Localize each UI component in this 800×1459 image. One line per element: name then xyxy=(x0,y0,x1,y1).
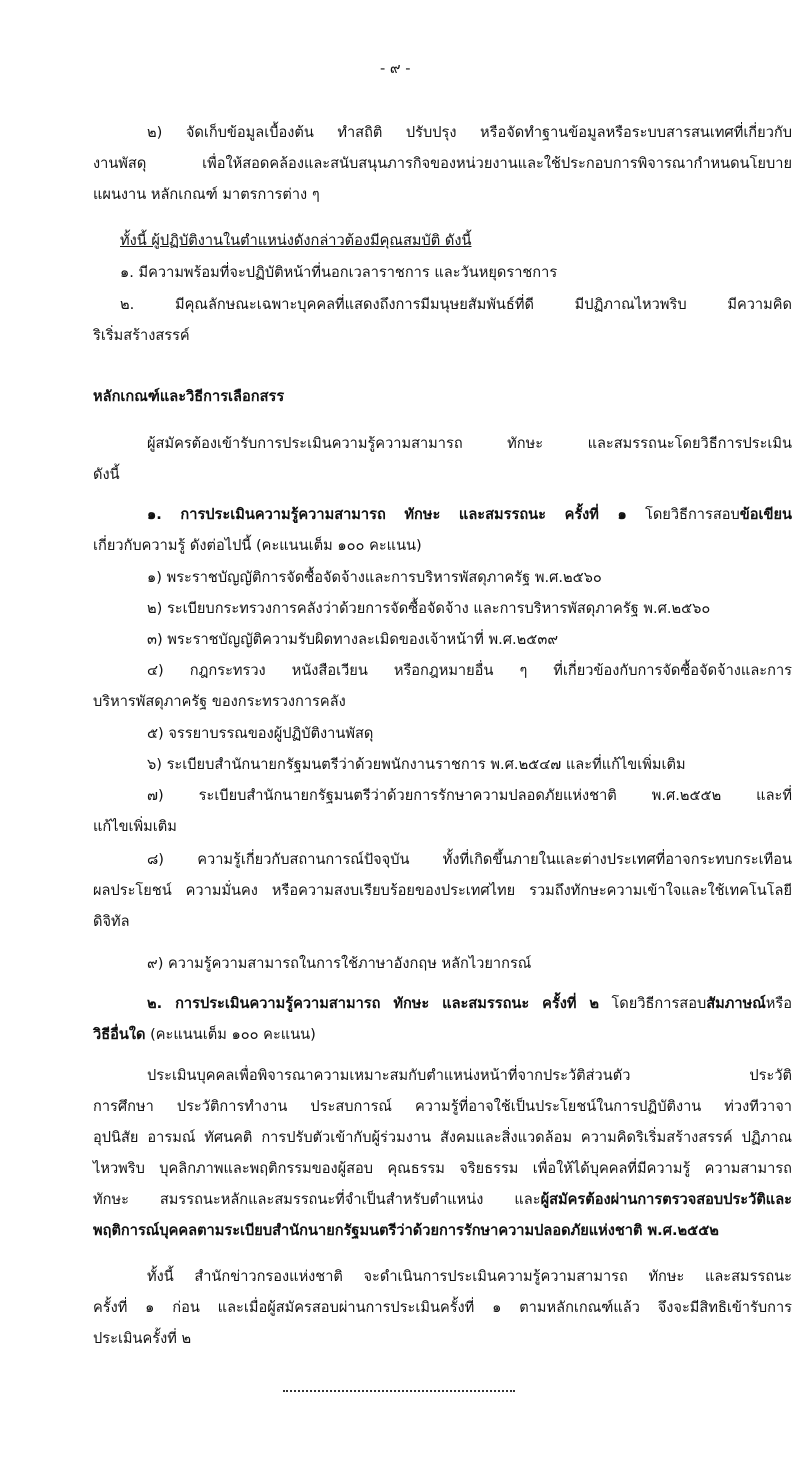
page-number: - ๙ - xyxy=(380,60,411,77)
intro-line-1: ๒) จัดเก็บข้อมูลเบื้องต้น ทำสถิติ ปรับปรุง หรือจัดทำฐานข้อมูลหรือระบบสารสนเทศที่เกี่ยวกับ xyxy=(147,124,792,141)
assessment-1-item-4-line-2: บริหารพัสดุภาครัฐ ของกระทรวงการคลัง xyxy=(93,693,346,710)
assessment-1-line-2: เกี่ยวกับความรู้ ดังต่อไปนี้ (คะแนนเต็ม ๑๐๐ คะแนน) xyxy=(93,537,422,554)
assessment-1-item-2: ๒) ระเบียบกระทรวงการคลังว่าด้วยการจัดซื้อจัดจ้าง และการบริหารพัสดุภาครัฐ พ.ศ.๒๕๖๐ xyxy=(147,600,711,617)
assessment-2-para-line-5-a: ทักษะ สมรรถนะหลักและสมรรถนะที่จำเป็นสำหรับตำแหน่ง และ xyxy=(93,1191,541,1208)
assessment-1-item-3: ๓) พระราชบัญญัติความรับผิดทางละเมิดของเจ้าหน้าที่ พ.ศ.๒๕๓๙ xyxy=(147,631,559,648)
intro-line-2: งานพัสดุ เพื่อให้สอดคล้องและสนับสนุนภารกิจของหน่วยงานและใช้ประกอบการพิจารณากำหนดนโยบาย xyxy=(93,155,792,172)
assessment-2-para-line-4: ไหวพริบ บุคลิกภาพและพฤติกรรมของผู้สอบ คุณธรรม จริยธรรม เพื่อให้ได้บุคคลที่มีความรู้ ความสามารถ xyxy=(93,1160,792,1177)
end-dotted-line xyxy=(283,1390,515,1392)
assessment-2-para-line-3: อุปนิสัย อารมณ์ ทัศนคติ การปรับตัวเข้ากับผู้ร่วมงาน สังคมและสิ่งแวดล้อม ความคิดริเริ่มสร้างสรรค์ ปฏิภาณ xyxy=(93,1129,792,1146)
assessment-2-other-method: วิธีอื่นใด xyxy=(93,1026,146,1043)
intro-line-3: แผนงาน หลักเกณฑ์ มาตรการต่าง ๆ xyxy=(93,186,320,203)
assessment-1-item-4-line-1: ๔) กฎกระทรวง หนังสือเวียน หรือกฎหมายอื่น ๆ ที่เกี่ยวข้องกับการจัดซื้อจัดจ้างและการ xyxy=(147,662,792,679)
closing-line-2: ครั้งที่ ๑ ก่อน และเมื่อผู้สมัครสอบผ่านการประเมินครั้งที่ ๑ ตามหลักเกณฑ์แล้ว จึงจะมีสิทธิเข้ารับการ xyxy=(93,1299,792,1316)
section-title: หลักเกณฑ์และวิธีการเลือกสรร xyxy=(93,388,285,405)
assessment-1-item-8-line-2: ผลประโยชน์ ความมั่นคง หรือความสงบเรียบร้อยของประเทศไทย รวมถึงทักษะความเข้าใจและใช้เทคโนโลยี xyxy=(93,882,792,899)
assessment-2-method-prefix: โดยวิธีการสอบ xyxy=(599,995,707,1012)
qualification-2-line-1: ๒. มีคุณลักษณะเฉพาะบุคคลที่แสดงถึงการมีมนุษยสัมพันธ์ที่ดี มีปฏิภาณไหวพริบ มีความคิด xyxy=(120,296,792,313)
assessment-2-para-line-1: ประเมินบุคคลเพื่อพิจารณาความเหมาะสมกับตำแหน่งหน้าที่จากประวัติส่วนตัว ประวัติ xyxy=(147,1067,792,1084)
assessment-1-item-5: ๕) จรรยาบรรณของผู้ปฏิบัติงานพัสดุ xyxy=(147,725,374,742)
assessment-2-method: สัมภาษณ์ xyxy=(706,995,766,1012)
assessment-1-heading xyxy=(147,506,792,525)
closing-line-3: ประเมินครั้งที่ ๒ xyxy=(93,1330,192,1347)
assessment-2-title: ๒. การประเมินความรู้ความสามารถ ทักษะ และสมรรถนะ ครั้งที่ ๒ xyxy=(147,995,599,1012)
assessment-1-item-7-line-1: ๗) ระเบียบสำนักนายกรัฐมนตรีว่าด้วยการรักษาความปลอดภัยแห่งชาติ พ.ศ.๒๕๕๒ และที่ xyxy=(147,787,792,804)
assessment-1-method-prefix: โดยวิธีการสอบ xyxy=(626,506,740,523)
assessment-2-method-or: หรือ xyxy=(765,995,792,1012)
assessment-2-para-line-6: พฤติการณ์บุคคลตามระเบียบสำนักนายกรัฐมนตรีว่าด้วยการรักษาความปลอดภัยแห่งชาติ พ.ศ.๒๕๕๒ xyxy=(93,1222,719,1239)
assessment-2-score: (คะแนนเต็ม ๑๐๐ คะแนน) xyxy=(145,1026,316,1043)
assessment-2-para-line-5 xyxy=(93,1191,792,1210)
assessment-1-method: ข้อเขียน xyxy=(739,506,792,523)
assessment-1-item-8-line-1: ๘) ความรู้เกี่ยวกับสถานการณ์ปัจจุบัน ทั้งที่เกิดขึ้นภายในและต่างประเทศที่อาจกระทบกระเทือน xyxy=(147,851,792,868)
section-intro-line-2: ดังนี้ xyxy=(93,466,120,483)
assessment-1-item-9: ๙) ความรู้ความสามารถในการใช้ภาษาอังกฤษ หลักไวยากรณ์ xyxy=(147,955,532,972)
assessment-1-item-8-line-3: ดิจิทัล xyxy=(93,913,130,930)
section-intro-line-1: ผู้สมัครต้องเข้ารับการประเมินความรู้ความสามารถ ทักษะ และสมรรถนะโดยวิธีการประเมิน xyxy=(147,435,792,452)
qualification-1: ๑. มีความพร้อมที่จะปฏิบัติหน้าที่นอกเวลาราชการ และวันหยุดราชการ xyxy=(120,264,558,281)
assessment-2-heading xyxy=(147,995,792,1014)
assessment-2-line-2 xyxy=(93,1026,316,1045)
assessment-1-item-7-line-2: แก้ไขเพิ่มเติม xyxy=(93,818,177,835)
assessment-1-title: ๑. การประเมินความรู้ความสามารถ ทักษะ และสมรรถนะ ครั้งที่ ๑ xyxy=(147,506,627,523)
assessment-1-item-1: ๑) พระราชบัญญัติการจัดซื้อจัดจ้างและการบริหารพัสดุภาครัฐ พ.ศ.๒๕๖๐ xyxy=(147,569,602,586)
assessment-2-para-line-5-b: ผู้สมัครต้องผ่านการตรวจสอบประวัติและ xyxy=(540,1191,792,1208)
qualifications-heading: ทั้งนี้ ผู้ปฏิบัติงานในตำแหน่งดังกล่าวต้องมีคุณสมบัติ ดังนี้ xyxy=(120,232,472,249)
qualification-2-line-2: ริเริ่มสร้างสรรค์ xyxy=(93,327,190,344)
assessment-1-item-6: ๖) ระเบียบสำนักนายกรัฐมนตรีว่าด้วยพนักงานราชการ พ.ศ.๒๕๔๗ และที่แก้ไขเพิ่มเติม xyxy=(147,756,686,773)
assessment-2-para-line-2: การศึกษา ประวัติการทำงาน ประสบการณ์ ความรู้ที่อาจใช้เป็นประโยชน์ในการปฏิบัติงาน ท่วงทีวาจา xyxy=(93,1098,792,1115)
closing-line-1: ทั้งนี้ สำนักข่าวกรองแห่งชาติ จะดำเนินการประเมินความรู้ความสามารถ ทักษะ และสมรรถนะ xyxy=(147,1268,792,1285)
